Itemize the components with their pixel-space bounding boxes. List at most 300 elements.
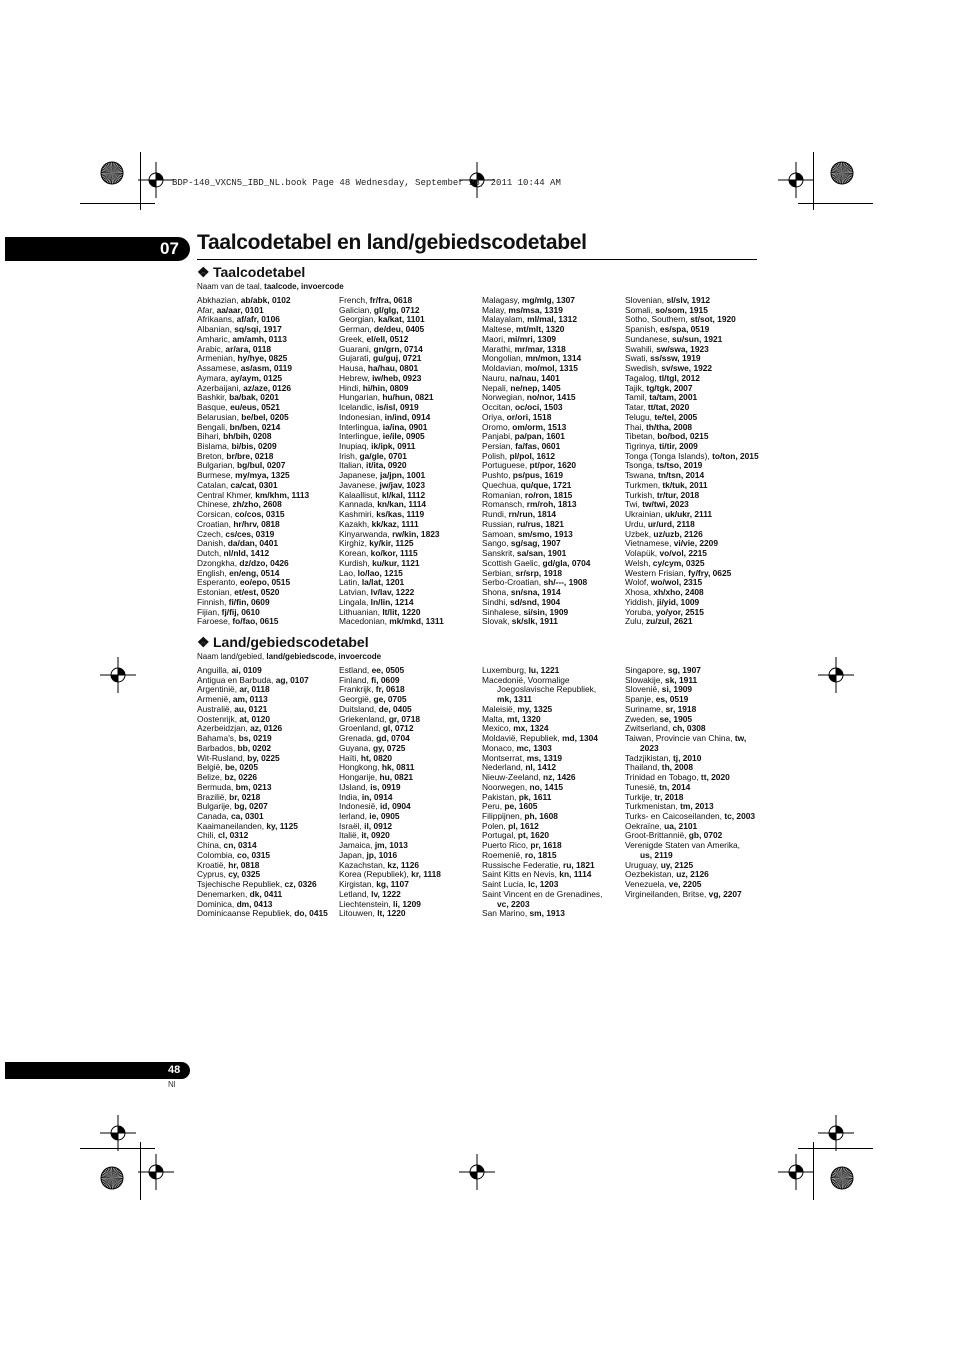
entry-name: Kirghiz,: [339, 538, 370, 549]
entry-name: Assamese,: [197, 363, 241, 374]
entry-code: na/nau, 1401: [509, 372, 560, 383]
entry-name: Malay,: [482, 304, 509, 315]
entry-name: Rundi,: [482, 509, 509, 520]
entry-code: si, 1909: [661, 684, 693, 695]
entry-code: be/bel, 0205: [241, 411, 289, 422]
entry-code: fa/fas, 0601: [515, 441, 561, 452]
registration-crosshair-icon: [98, 655, 138, 695]
entry-code: jm, 1013: [374, 840, 408, 851]
entry-code: do, 0415: [294, 908, 328, 919]
registration-crosshair-icon: [136, 160, 176, 200]
entry-name: Slowakije,: [625, 674, 666, 685]
entry-name: Spanje,: [625, 694, 656, 705]
entry-name: Serbo-Croatian,: [482, 577, 544, 588]
entry-name: Thailand,: [625, 762, 662, 773]
entry-code: tj, 2010: [672, 752, 702, 763]
entry-name: Filippijnen,: [482, 811, 525, 822]
entry-name: Saint Lucia,: [482, 879, 529, 890]
entry-name: Tadzjikistan,: [625, 752, 673, 763]
section-title-country: [197, 634, 369, 651]
section-title-text: Land/gebiedscodetabel: [213, 634, 369, 650]
entry-code: hr, 0818: [228, 859, 260, 870]
entry-name: Verenigde Staten van Amerika,: [625, 840, 740, 851]
entry-code: ms/msa, 1319: [508, 304, 563, 315]
entry-name: Haïti,: [339, 752, 361, 763]
entry-code: in/ind, 0914: [384, 411, 431, 422]
entry-code: mk, 1311: [497, 694, 532, 705]
entry-name: Hindi,: [339, 382, 363, 393]
entry-code: kn, 1114: [559, 869, 592, 880]
entry-name: Tajik,: [625, 382, 647, 393]
language-column-2: [339, 296, 479, 627]
country-column-2: [339, 666, 479, 919]
entry-name: Basque,: [197, 402, 231, 413]
entry-name: Macedonian,: [339, 616, 390, 627]
diamond-icon: ❖: [197, 634, 210, 650]
entry-name: Tigrinya,: [625, 441, 660, 452]
print-stamp: BDP-140_VXCN5_IBD_NL.book Page 48 Wednesday, September 28, 2011 10:44 AM: [172, 178, 561, 188]
entry-code: pt/por, 1620: [529, 460, 577, 471]
entry-code: pl/pol, 1612: [509, 450, 556, 461]
subtitle-plain: Naam land/gebied,: [197, 652, 267, 661]
entry-name: Chinese,: [197, 499, 233, 510]
entry-name: Bermuda,: [197, 781, 236, 792]
entry-name: Nauru,: [482, 372, 510, 383]
page-title: Taalcodetabel en land/gebiedscodetabel: [197, 231, 587, 254]
entry-code: gy, 0725: [373, 742, 406, 753]
entry-name: Catalan,: [197, 479, 231, 490]
entry-code: tc, 2003: [724, 811, 756, 822]
entry-code: cl, 0312: [217, 830, 249, 841]
entry-name: Albanian,: [197, 324, 235, 335]
entry-code: pr, 1618: [530, 840, 562, 851]
entry-code: cy/cym, 0325: [652, 557, 705, 568]
entry-name: Korean,: [339, 548, 371, 559]
language-column-3: [482, 296, 622, 627]
entry-code: rm/roh, 1813: [526, 499, 577, 510]
entry-name: Turkije,: [625, 791, 655, 802]
entry-name: Sango,: [482, 538, 511, 549]
entry-name: Corsican,: [197, 509, 235, 520]
entry-code: nl/nld, 1412: [223, 548, 270, 559]
crop-mark: [798, 1148, 873, 1149]
entry-code: is/isl, 0919: [376, 402, 419, 413]
entry-name: China,: [197, 840, 224, 851]
entry-name: Bulgarian,: [197, 460, 238, 471]
entry-name: Monaco,: [482, 742, 517, 753]
crop-mark: [813, 1142, 814, 1200]
entry-name: Letland,: [339, 888, 372, 899]
entry-name: Uruguay,: [625, 859, 661, 870]
entry-code: tn/tsn, 2014: [658, 470, 705, 481]
entry-code: mc, 1303: [516, 742, 552, 753]
list-item: [339, 617, 479, 627]
entry-code: ba/bak, 0201: [229, 392, 279, 403]
entry-name: Greek,: [339, 333, 367, 344]
entry-code: eu/eus, 0521: [230, 402, 280, 413]
entry-code: so/som, 1915: [655, 304, 708, 315]
entry-name: Panjabi,: [482, 431, 515, 442]
entry-code: br/bre, 0218: [226, 450, 274, 461]
entry-name: Hebrew,: [339, 372, 373, 383]
entry-code: hk, 0811: [381, 762, 415, 773]
subtitle-bold: land/gebiedscode, invoercode: [266, 652, 382, 661]
list-item: [482, 617, 622, 627]
entry-code: ur/urd, 2118: [647, 518, 695, 529]
entry-code: th, 2008: [661, 762, 693, 773]
entry-name: Central Khmer,: [197, 489, 256, 500]
entry-name: Samoan,: [482, 528, 518, 539]
entry-name: Slovenian,: [625, 295, 667, 305]
entry-name: Belize,: [197, 772, 225, 783]
entry-name: Indonesian,: [339, 411, 385, 422]
entry-name: Canada,: [197, 811, 231, 822]
entry-code: zu/zul, 2621: [645, 616, 693, 627]
entry-name: Joegoslavische Republiek,: [497, 684, 597, 695]
entry-code: cy, 0325: [228, 869, 261, 880]
entry-code: bo/bod, 0215: [657, 431, 709, 442]
entry-name: Sinhalese,: [482, 606, 524, 617]
entry-name: Groot-Brittannië,: [625, 830, 689, 841]
entry-name: English,: [197, 567, 230, 578]
entry-code: km/khm, 1113: [255, 489, 310, 500]
entry-name: Slovenië,: [625, 684, 662, 695]
entry-code: sm, 1913: [529, 908, 565, 919]
entry-name: Hongarije,: [339, 772, 380, 783]
entry-code: sl/slv, 1912: [666, 295, 711, 305]
entry-code: ru/rus, 1821: [516, 518, 564, 529]
entry-code: sa/san, 1901: [516, 548, 567, 559]
entry-code: bg/bul, 0207: [237, 460, 286, 471]
entry-name: Bengali,: [197, 421, 230, 432]
entry-code: dz/dzo, 0426: [239, 557, 289, 568]
entry-code: sg/sag, 1907: [510, 538, 561, 549]
entry-name: Romanian,: [482, 489, 525, 500]
entry-name: Denemarken,: [197, 888, 250, 899]
entry-code: ie/ile, 0905: [382, 431, 425, 442]
entry-name: Thai,: [625, 421, 646, 432]
entry-code: nl, 1412: [525, 762, 557, 773]
entry-name: België,: [197, 762, 225, 773]
entry-name: Mongolian,: [482, 353, 526, 364]
entry-name: Luxemburg,: [482, 665, 529, 675]
entry-name: Occitan,: [482, 402, 516, 413]
entry-name: Kazakh,: [339, 518, 372, 529]
entry-code: bm, 0213: [235, 781, 272, 792]
entry-name: Tamil,: [625, 392, 650, 403]
entry-code: kn/kan, 1114: [377, 499, 427, 510]
entry-name: Israël,: [339, 820, 365, 831]
entry-code: lv/lav, 1222: [370, 587, 415, 598]
entry-name: Finland,: [339, 674, 372, 685]
entry-name: Dominica,: [197, 898, 237, 909]
entry-name: Tsjechische Republiek,: [197, 879, 285, 890]
entry-name: Dzongkha,: [197, 557, 240, 568]
entry-code: md, 1304: [562, 733, 598, 744]
crop-mark: [80, 1148, 155, 1149]
entry-code: au, 0121: [234, 703, 268, 714]
entry-name: Colombia,: [197, 849, 238, 860]
entry-code: vc, 2203: [497, 898, 530, 909]
entry-name: Ierland,: [339, 811, 370, 822]
entry-name: Galician,: [339, 304, 374, 315]
entry-code: gl, 0712: [382, 723, 414, 734]
crop-mark: [798, 203, 873, 204]
registration-crosshair-icon: [816, 655, 856, 695]
entry-code: tk/tuk, 2011: [662, 479, 708, 490]
entry-code: sn/sna, 1914: [510, 587, 561, 598]
entry-name: Finnish,: [197, 596, 229, 607]
entry-name: Kazachstan,: [339, 859, 388, 870]
entry-code: se, 1905: [659, 713, 693, 724]
entry-code: co, 0315: [237, 849, 271, 860]
entry-code: de/deu, 0405: [373, 324, 425, 335]
entry-code: gl/glg, 0712: [373, 304, 420, 315]
subtitle-plain: Naam van de taal,: [197, 282, 265, 291]
entry-name: Tunesië,: [625, 781, 660, 792]
entry-code: dk, 0411: [249, 888, 283, 899]
entry-code: kk/kaz, 1111: [371, 518, 419, 529]
entry-name: Noorwegen,: [482, 781, 530, 792]
entry-code: lo/lao, 1215: [357, 567, 403, 578]
entry-name: Moldavian,: [482, 363, 525, 374]
entry-code: uz/uzb, 2126: [653, 528, 703, 539]
entry-code: tr/tur, 2018: [656, 489, 700, 500]
entry-code: sq/sqi, 1917: [234, 324, 282, 335]
entry-name: Tonga (Tonga Islands),: [625, 450, 713, 461]
entry-code: qu/que, 1721: [520, 479, 572, 490]
entry-code: fj/fij, 0610: [221, 606, 260, 617]
entry-code: ko/kor, 1115: [370, 548, 418, 559]
entry-name: Faroese,: [197, 616, 233, 627]
entry-code: kz, 1126: [387, 859, 420, 870]
entry-code: af/afr, 0106: [236, 314, 280, 325]
entry-name: Telugu,: [625, 411, 655, 422]
entry-name: Taiwan, Provincie van China,: [625, 733, 735, 744]
entry-name: Javanese,: [339, 479, 380, 490]
entry-name: Turkmen,: [625, 479, 663, 490]
entry-code: lu, 1221: [528, 665, 560, 675]
section-subtitle-language: [197, 282, 344, 291]
entry-name: Shona,: [482, 587, 511, 598]
entry-name: Korea (Republiek),: [339, 869, 412, 880]
entry-name: Pakistan,: [482, 791, 519, 802]
entry-code: eo/epo, 0515: [239, 577, 291, 588]
page-number-tab: [5, 1062, 190, 1079]
entry-name: Tsonga,: [625, 460, 657, 471]
entry-code: am/amh, 0113: [232, 333, 287, 344]
entry-code: cz, 0326: [284, 879, 317, 890]
entry-code: si/sin, 1909: [523, 606, 569, 617]
entry-name: Fijian,: [197, 606, 222, 617]
entry-code: uz, 2126: [676, 869, 709, 880]
entry-code: te/tel, 2005: [654, 411, 698, 422]
entry-code: ca, 0301: [231, 811, 264, 822]
entry-code: cs/ces, 0319: [225, 528, 275, 539]
entry-name: Lingala,: [339, 596, 371, 607]
page-language: Nl: [168, 1080, 176, 1089]
entry-name: Trinidad en Tobago,: [625, 772, 701, 783]
entry-name: Groenland,: [339, 723, 383, 734]
entry-code: ia/ina, 0901: [382, 421, 428, 432]
entry-name: Danish,: [197, 538, 228, 549]
entry-code: sm/smo, 1913: [517, 528, 573, 539]
entry-code: in, 0914: [361, 791, 393, 802]
entry-code: ss/ssw, 1919: [650, 353, 701, 364]
country-column-3: [482, 666, 622, 919]
entry-name: Portuguese,: [482, 460, 530, 471]
entry-name: Indonesië,: [339, 801, 380, 812]
entry-code: sh/---, 1908: [543, 577, 588, 588]
entry-code: il, 0912: [364, 820, 393, 831]
entry-code: li, 1209: [393, 898, 421, 909]
entry-code: be, 0205: [224, 762, 258, 773]
entry-name: Peru,: [482, 801, 505, 812]
entry-name: Maori,: [482, 333, 508, 344]
entry-name: Ukrainian,: [625, 509, 666, 520]
entry-name: India,: [339, 791, 362, 802]
entry-name: Cyprus,: [197, 869, 229, 880]
entry-code: om/orm, 1513: [512, 421, 567, 432]
entry-code: 2023: [640, 742, 659, 753]
entry-name: Hausa,: [339, 363, 368, 374]
entry-name: Suriname,: [625, 703, 666, 714]
entry-code: sr/srp, 1918: [515, 567, 563, 578]
entry-code: zh/zho, 2608: [232, 499, 282, 510]
entry-name: Kashmiri,: [339, 509, 377, 520]
entry-code: aa/aar, 0101: [216, 304, 264, 315]
entry-code: ag, 0107: [275, 674, 309, 685]
entry-name: Nederland,: [482, 762, 526, 773]
entry-name: Sanskrit,: [482, 548, 517, 559]
entry-code: ai, 0109: [231, 665, 262, 675]
list-item: [197, 617, 337, 627]
entry-code: tg/tgk, 2007: [646, 382, 693, 393]
entry-name: Tatar,: [625, 402, 648, 413]
entry-name: Russische Federatie,: [482, 859, 563, 870]
entry-code: ti/tir, 2009: [659, 441, 698, 452]
entry-name: Swedish,: [625, 363, 662, 374]
entry-name: Icelandic,: [339, 402, 377, 413]
entry-code: tw,: [734, 733, 747, 744]
entry-name: Portugal,: [482, 830, 518, 841]
entry-code: mi/mri, 1309: [507, 333, 557, 344]
entry-code: sv/swe, 1922: [661, 363, 713, 374]
entry-code: lt, 1220: [377, 908, 406, 919]
entry-name: Bashkir,: [197, 392, 230, 403]
entry-name: Sotho, Southern,: [625, 314, 691, 325]
entry-name: Bihari,: [197, 431, 224, 442]
entry-name: Moldavië, Republiek,: [482, 733, 563, 744]
section-title-language: [197, 264, 305, 281]
entry-code: it/ita, 0920: [366, 460, 407, 471]
entry-name: Armenian,: [197, 353, 238, 364]
entry-name: Estland,: [339, 665, 372, 675]
entry-name: Saint Vincent en de Grenadines,: [482, 888, 603, 899]
entry-code: ua, 2101: [664, 820, 698, 831]
entry-code: ee, 0505: [371, 665, 405, 675]
entry-code: mt, 1320: [507, 713, 541, 724]
entry-name: Vietnamese,: [625, 538, 674, 549]
entry-code: mr/mar, 1318: [514, 343, 566, 354]
entry-code: ch, 0308: [672, 723, 706, 734]
entry-code: tl/tgl, 2012: [659, 372, 700, 383]
entry-name: Estonian,: [197, 587, 235, 598]
entry-code: ja/jpn, 1001: [379, 470, 426, 481]
entry-name: Saint Kitts en Nevis,: [482, 869, 560, 880]
entry-name: Russian,: [482, 518, 517, 529]
registration-crosshair-icon: [776, 160, 816, 200]
entry-code: oc/oci, 1503: [515, 402, 563, 413]
entry-code: gr, 0718: [388, 713, 421, 724]
entry-code: hu/hun, 0821: [382, 392, 434, 403]
entry-name: Swati,: [625, 353, 651, 364]
entry-code: fy/fry, 0625: [688, 567, 732, 578]
entry-name: Antigua en Barbuda,: [197, 674, 276, 685]
entry-name: Norwegian,: [482, 392, 527, 403]
entry-name: Virgineilanden, Britse,: [625, 888, 709, 899]
entry-code: ku/kur, 1121: [372, 557, 420, 568]
entry-code: es/spa, 0519: [659, 324, 710, 335]
entry-code: mo/mol, 1315: [524, 363, 578, 374]
entry-code: ve, 2205: [668, 879, 702, 890]
entry-code: mk/mkd, 1311: [389, 616, 444, 627]
entry-name: Dutch,: [197, 548, 224, 559]
entry-name: Roemenië,: [482, 849, 525, 860]
entry-name: Argentinië,: [197, 684, 240, 695]
entry-code: fi/fin, 0609: [228, 596, 270, 607]
entry-code: ji/yid, 1009: [656, 596, 700, 607]
entry-name: Maleisië,: [482, 703, 518, 714]
entry-code: de, 0405: [378, 703, 412, 714]
entry-code: ta/tam, 2001: [649, 392, 698, 403]
entry-code: pk, 1611: [518, 791, 552, 802]
entry-name: Brazilië,: [197, 791, 230, 802]
entry-name: French,: [339, 295, 370, 305]
entry-code: it, 0920: [361, 830, 390, 841]
entry-name: Turkish,: [625, 489, 657, 500]
entry-code: ar, 0118: [239, 684, 270, 695]
entry-code: bb, 0202: [237, 742, 272, 753]
entry-name: Oromo,: [482, 421, 513, 432]
entry-code: es, 0519: [655, 694, 689, 705]
entry-code: uy, 2125: [660, 859, 694, 870]
entry-code: pe, 1605: [504, 801, 538, 812]
entry-code: el/ell, 0512: [366, 333, 409, 344]
entry-code: su/sun, 1921: [672, 333, 723, 344]
entry-name: Anguilla,: [197, 665, 232, 675]
entry-name: Turks- en Caicoseilanden,: [625, 811, 725, 822]
entry-name: Kannada,: [339, 499, 378, 510]
entry-name: Inupiaq,: [339, 441, 372, 452]
entry-code: jw/jav, 1023: [379, 479, 425, 490]
entry-code: my, 1325: [517, 703, 553, 714]
entry-name: Zulu,: [625, 616, 646, 627]
entry-name: Guarani,: [339, 343, 374, 354]
entry-code: vo/vol, 2215: [659, 548, 707, 559]
entry-code: pa/pan, 1601: [514, 431, 565, 442]
entry-name: Romansch,: [482, 499, 527, 510]
entry-code: to/ton, 2015: [712, 450, 759, 461]
entry-code: ik/ipk, 0911: [371, 441, 416, 452]
entry-name: Quechua,: [482, 479, 521, 490]
language-column-1: [197, 296, 337, 627]
section-subtitle-country: [197, 652, 381, 661]
entry-code: st/sot, 1920: [690, 314, 736, 325]
title-rule: [197, 259, 757, 260]
entry-name: Czech,: [197, 528, 226, 539]
entry-code: pl, 1612: [508, 820, 539, 831]
